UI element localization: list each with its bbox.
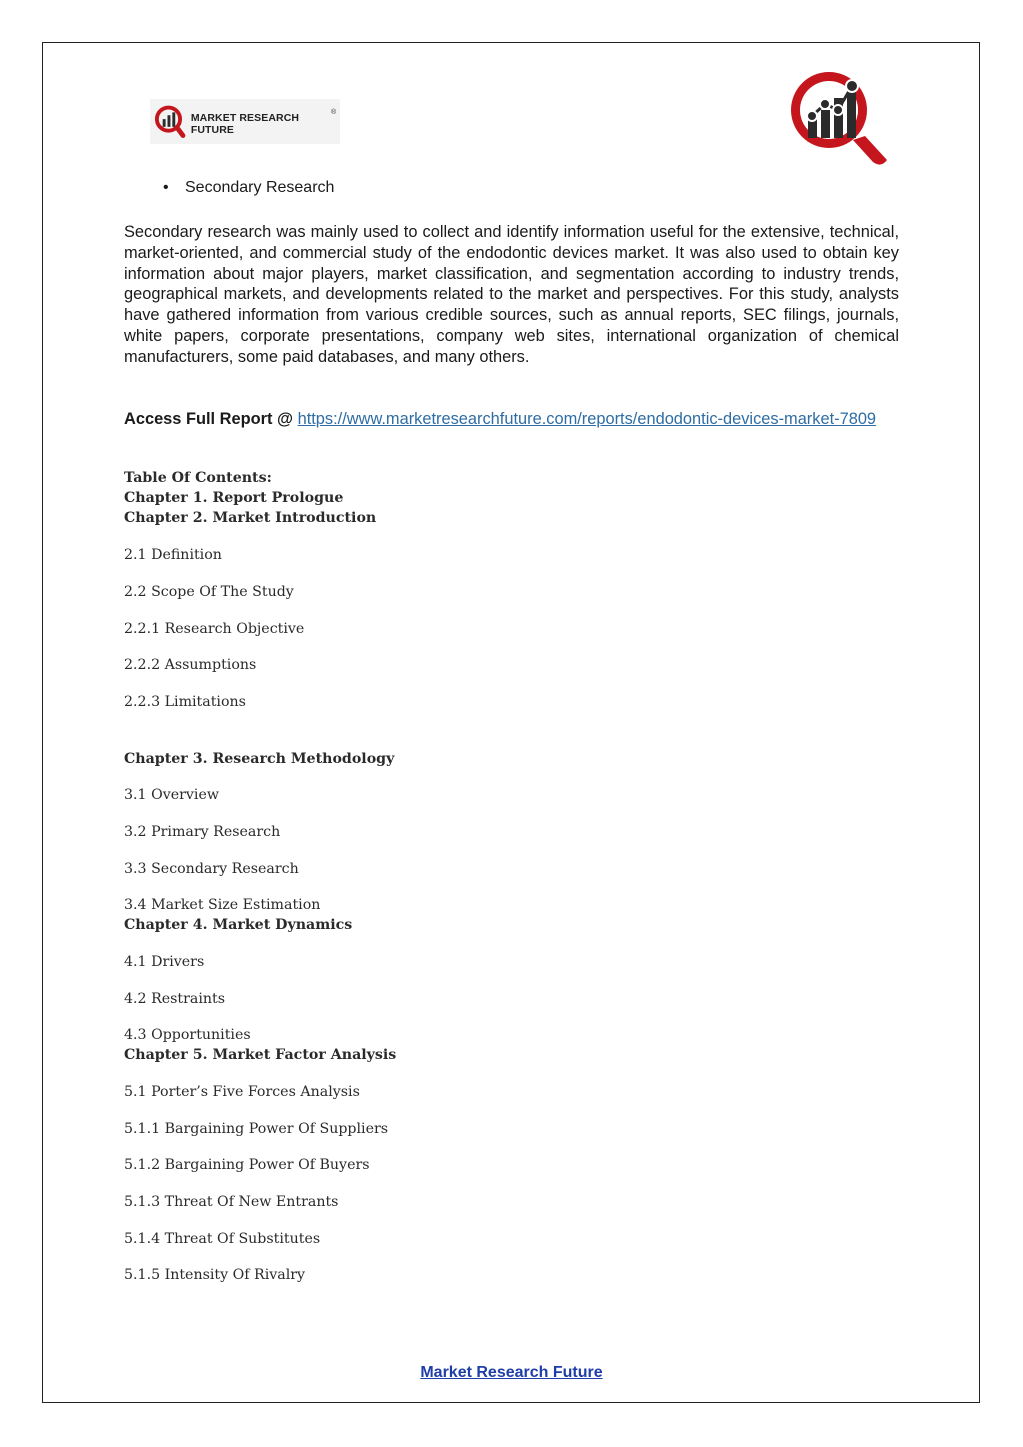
footer-link[interactable]: Market Research Future: [420, 1364, 603, 1381]
toc-line: 5.1.1 Bargaining Power Of Suppliers: [124, 1121, 389, 1137]
toc-line: 2.2.3 Limitations: [124, 694, 246, 710]
body-paragraph: Secondary research was mainly used to collect and identify information useful for the extensive, technical, market-oriented, and commercial study of the endodontic devices market. It was also used to obtain key information about major players, market classification, and segmentation according to industry trends, geographical markets, and developments related to the market and perspectives. For this study, analysts have gathered information from various credible sources, such as annual reports, SEC filings, journals, white papers, corporate presentations, company web sites, international organization of chemical manufacturers, some paid databases, and many others.: [124, 223, 899, 366]
bullet-dot: •: [163, 179, 169, 196]
toc-line: 3.3 Secondary Research: [124, 861, 299, 877]
toc-heading: Table Of Contents:: [124, 470, 272, 486]
toc-line: 4.3 Opportunities: [124, 1027, 251, 1043]
toc-line: 2.1 Definition: [124, 547, 222, 563]
magnifier-chart-icon: [785, 66, 893, 170]
access-report: [124, 409, 899, 430]
report-link[interactable]: https://www.marketresearchfuture.com/reports/endodontic-devices-market-7809: [297, 410, 877, 428]
bullet-text: Secondary Research: [185, 179, 335, 196]
toc-line: 4.2 Restraints: [124, 991, 226, 1007]
toc-line: Chapter 4. Market Dynamics: [124, 917, 353, 933]
toc-line: Chapter 1. Report Prologue: [124, 490, 344, 506]
brand-name: MARKET RESEARCH FUTURE: [190, 111, 300, 136]
magnifier-chart-icon: [154, 104, 187, 140]
registered-mark: ®: [331, 109, 337, 116]
toc-line: 3.4 Market Size Estimation: [124, 897, 321, 913]
toc-line: Chapter 5. Market Factor Analysis: [124, 1047, 397, 1063]
toc-line: Chapter 3. Research Methodology: [124, 751, 395, 767]
toc-line: 5.1.3 Threat Of New Entrants: [124, 1194, 339, 1210]
toc-line: 2.2.2 Assumptions: [124, 657, 257, 673]
toc-line: 5.1 Porter’s Five Forces Analysis: [124, 1084, 360, 1100]
toc-line: 4.1 Drivers: [124, 954, 205, 970]
toc-line: 2.2 Scope Of The Study: [124, 584, 294, 600]
access-label: Access Full Report @: [124, 410, 294, 428]
toc-line: 5.1.2 Bargaining Power Of Buyers: [124, 1157, 370, 1173]
toc-line: Chapter 2. Market Introduction: [124, 510, 377, 526]
brand-logo[interactable]: [150, 99, 340, 144]
toc-line: 3.2 Primary Research: [124, 824, 281, 840]
toc-line: 5.1.4 Threat Of Substitutes: [124, 1231, 321, 1247]
toc-line: 3.1 Overview: [124, 787, 219, 803]
toc-line: 5.1.5 Intensity Of Rivalry: [124, 1267, 306, 1283]
toc-line: 2.2.1 Research Objective: [124, 621, 305, 637]
bullet-item: [163, 178, 334, 198]
